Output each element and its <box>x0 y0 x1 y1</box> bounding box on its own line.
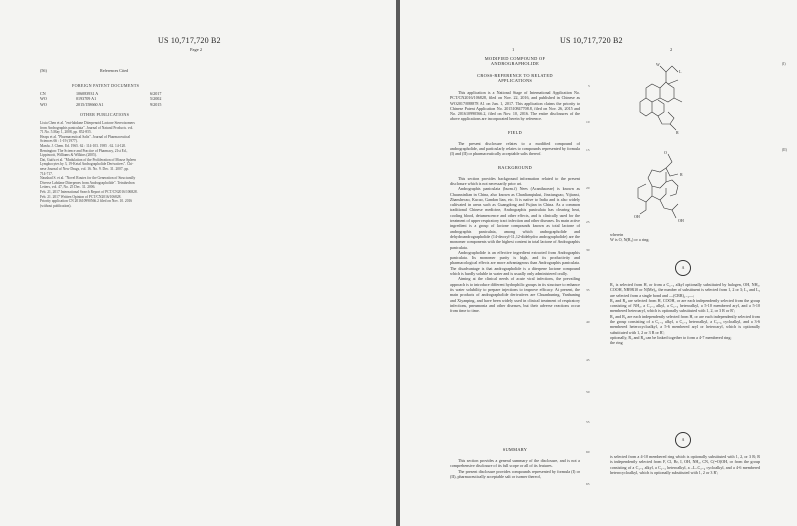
other-pubs-title: OTHER PUBLICATIONS <box>80 112 130 117</box>
paragraph: W is O, N(R₂) or a ring; <box>610 237 650 243</box>
references-title: References Cited <box>100 68 129 73</box>
foreign-docs-list <box>40 91 200 107</box>
doc-title: MODIFIED COMPOUND OF <box>484 56 546 61</box>
paragraph: Andrographolide is an effective ingredient extracted from Andrographis paniculata. Its monomer purity is high, and its productivity and pharmacological effects are more advantageous than Andrographis paniculata. The disadvantage is that andrographolide is a diterpene lactone compound which is hardly soluble in water and is usually only administered orally. <box>450 249 580 277</box>
section-tag: (56) <box>40 68 47 73</box>
pub-line: Lippincott, Williams & Wilkins (2005). <box>40 153 97 158</box>
section-heading: BACKGROUND <box>498 164 532 170</box>
column-2-body <box>610 282 760 346</box>
line-number: 50 <box>586 390 590 394</box>
foreign-docs-title: FOREIGN PATENT DOCUMENTS <box>72 83 140 88</box>
paragraph: This section provides background information related to the present disclosure which is not necessarily prior art. <box>450 175 580 186</box>
doc-title: ANDROGRAPHOLIDE <box>490 61 540 66</box>
pub-line: nese Journal of New Drugs, vol. 16. No. 9. Dec. 31. 2007. pp. <box>40 166 129 171</box>
column-2-tail <box>610 454 760 475</box>
paragraph: optionally, R₃ and R₄ can be linked together to form a 4-7 membered ring; <box>610 334 732 340</box>
line-number: 20 <box>586 186 590 190</box>
pub-line: Feb. 21, 2017 International Search Report of PCT/CN2016/106828. <box>40 189 138 194</box>
paragraph: Andrographis paniculata (burm.f) Nees (Acanthaceae) is known as Chuanxinlian in China, also known as Chanlianqiukui, Jinxiangcao, Yijianxi, Zhanshecao, Kucao, Gandan lian, etc. It is native to India and is also widely cultivated in areas such as Guangdong and Fujian in China. As a common traditional Chinese medicine, Andrographis paniculata has clearing heat, cooling blood, detumescence and other effects, and is clinically used for the treatment of upper respiratory tract infection and other diseases. Its main active ingredient is a group of lactone compounds known as total lactone of andrographis paniculata, among which andrographolide and dehydroandrographolide (14-deoxyl-11,12-didehydro andrographolide) are the monomer components with the highest content in total lactone of Andrographis paniculata. <box>450 186 580 250</box>
paragraph: R₅ and R₆ are each independently selected from H, or are each independently selected from the group consisting of a C₁₋₃ alkyl, a C₁₋₃ heteroalkyl, a C₃₋₆ cycloalkyl, and a 3-6 membered heterocycloalkyl, a 5-6 membered aryl or heteroaryl, which is optionally substituted with 1, 2 or 3 R or R'; <box>610 313 760 335</box>
pub-line: Feb. 21. 2017 Written Opinion of PCT/CN2016/106828. <box>40 194 122 199</box>
svg-text:R: R <box>680 172 683 177</box>
svg-text:W: W <box>656 62 660 67</box>
line-number: 65 <box>586 482 590 486</box>
paragraph: The present disclosure relates to a modified compound of andrographolide, and particularly relates to compounds represented by formula (I) and (II) or pharmaceutically acceptable salts thereof. <box>450 140 580 157</box>
paragraph: the ring <box>610 340 623 346</box>
formula-label: (II) <box>782 148 787 152</box>
section-heading: SUMMARY <box>502 447 528 452</box>
paragraph: wherein <box>610 232 624 237</box>
paragraph: R₁ is selected from H, or from a C₁₋₃ alkyl optionally substituted by halogen, OH, NH₂, COOH, NR9R10 or N(Me)₂, the number of substituent is selected from 1, 2 or 3; L₁ and L₂ are selected from a single bond and —(CRR)₁₋₃—; <box>610 282 760 298</box>
column-1 <box>450 56 580 313</box>
paragraph: Aiming at the clinical needs of acute viral infections, the prevailing approach is to introduce different hydrophilic groups in its structure to enhance its water solubility to prepare injections to improve efficacy. At present, the main products of andrographolide derivatives are Chuanhuning, Yanhuning and Xiyanping, and have been widely used in clinical treatment of respiratory infections, pneumonia and other diseases, but their adverse reactions occur from time to time. <box>450 276 580 314</box>
line-number: 55 <box>586 420 590 424</box>
left-page <box>0 0 396 526</box>
pub-line: Naushad S. et al. "Novel Routes for the Generation of Structurally <box>40 176 136 181</box>
foreign-doc-row: WO 0193709 A1 5/2002 <box>40 96 162 102</box>
line-number: 5 <box>588 84 590 88</box>
pub-line: Heaps et al. "Pharmaceutical Salts". Journal of Pharmaceutical <box>40 134 131 139</box>
pub-line: from Andrographis paniculata". Journal of Natural Products. vol. <box>40 125 134 130</box>
paragraph: This application is a National Stage of International Application No. PCT/CN2016/106828, filed on Nov. 22, 2016, and published in Chinese as WO2017/088878 A1 on Jun. 1, 2017. This application claims the priority to Chinese Patent Application No. 201510847708.8, filed on Nov. 26, 2015 and No. 201610990566.2, filed on Nov. 10, 2016. The entire disclosures of the above applications are incorporated herein by reference. <box>450 90 580 122</box>
patent-number: US 10,717,720 B2 <box>158 36 221 45</box>
line-number: 15 <box>586 148 590 152</box>
pub-line: 71.No. 5.May 1, 2008, pp. 852-855. <box>40 130 92 135</box>
foreign-doc-row: WO 2015/158660 A1 9/2015 <box>40 101 162 107</box>
svg-text:R: R <box>676 130 679 135</box>
pub-line: Manfu. J. Chem. Ed. 1965. 62 : 114-103. 1985 . 62. 14-120. <box>40 143 127 148</box>
section-heading: CROSS-REFERENCE TO RELATED <box>477 73 553 78</box>
svg-text:L: L <box>679 69 682 74</box>
right-page <box>400 0 797 526</box>
pub-line: Dai, Guifu et al. "Modulation of the Proliferation of Mouse Spleen <box>40 157 136 162</box>
line-number: 45 <box>586 358 590 362</box>
line-number: 40 <box>586 320 590 324</box>
pub-line: Lixia Chen et al. "ent-labdane Diterpenoid Lactone Stereoisomers <box>40 121 135 125</box>
pub-line: Sciences 66 : 1-19 (1977). <box>40 139 78 144</box>
page-number: Page 2 <box>190 47 203 52</box>
summary-block <box>450 458 580 479</box>
line-number: 30 <box>586 248 590 252</box>
paragraph: This section provides a general summary of the disclosure, and is not a comprehensive disclosure of its full scope or all of its features. <box>450 458 580 469</box>
pub-line: 714-717. <box>40 171 53 176</box>
pub-line: Lymphocytes by 3, 19-Ketal Andrographolide Derivatives". Chi- <box>40 162 134 167</box>
pub-line: (without publication). <box>40 203 72 208</box>
paragraph: is selected from a 4-10 membered ring which is optionally substituted with 1, 2, or 3 R; R is independently selected from F, Cl, Br, I, OH, NH₂, CN, C(=O)OH, or from the group consisting of a C₁₋₃ alkyl, a C₁₋₃ heteroalkyl, a –L–C₃₋₆ cycloalkyl, and a 4-6 membered heterocycloalkyl, which is optionally substituted with 1, 2 or 3 R'; <box>610 454 760 475</box>
structure-formula-ii <box>612 148 752 243</box>
ring-a-icon: A <box>675 432 691 448</box>
ring-a-icon: A <box>675 260 691 276</box>
column-2-defs <box>610 232 760 243</box>
line-number: 25 <box>586 220 590 224</box>
svg-text:OH: OH <box>634 214 640 219</box>
paragraph: The present disclosure provides compounds represented by formula (I) or (II), pharmaceutically acceptable salt or isomer thereof, <box>450 468 580 479</box>
other-pubs-list <box>40 121 200 208</box>
foreign-doc-row: CN 106083931 A 6/2017 <box>40 91 162 96</box>
column-number-1: 1 <box>512 47 515 52</box>
section-heading: APPLICATIONS <box>497 78 533 83</box>
section-heading: FIELD <box>508 129 522 135</box>
patent-number: US 10,717,720 B2 <box>560 36 623 45</box>
svg-text:O: O <box>664 150 667 155</box>
pub-line: Letters, vol. 47, No. 25 Dec. 31. 2006. <box>40 185 96 190</box>
pub-line: Remington: The Science and Practice of Pharmacy, 21st Ed., <box>40 148 128 153</box>
line-number: 60 <box>586 450 590 454</box>
line-number: 10 <box>586 120 590 124</box>
svg-text:OH: OH <box>678 218 684 223</box>
pub-line: Priority application CN 201610990566.2 filed on Nov. 10. 2016 <box>40 199 133 204</box>
structure-formula-i <box>612 58 752 148</box>
line-number: 35 <box>586 288 590 292</box>
paragraph: R₃ and R₄ are selected from H, COOH, or are each independently selected from the group consisting of NH₂, a C₁₋₃ alkyl, a C₁₋₃ heteroalkyl, a 5-10 membered aryl, and a 5-10 membered heteroaryl, which is optionally substituted with 1, 2, or 3 R or R'; <box>610 297 760 314</box>
formula-label: (I) <box>782 62 786 66</box>
pub-line: Diverse Labdane Diterpenes from Andrographolide". Tetrahedron <box>40 180 135 185</box>
column-number-2: 2 <box>670 47 673 52</box>
